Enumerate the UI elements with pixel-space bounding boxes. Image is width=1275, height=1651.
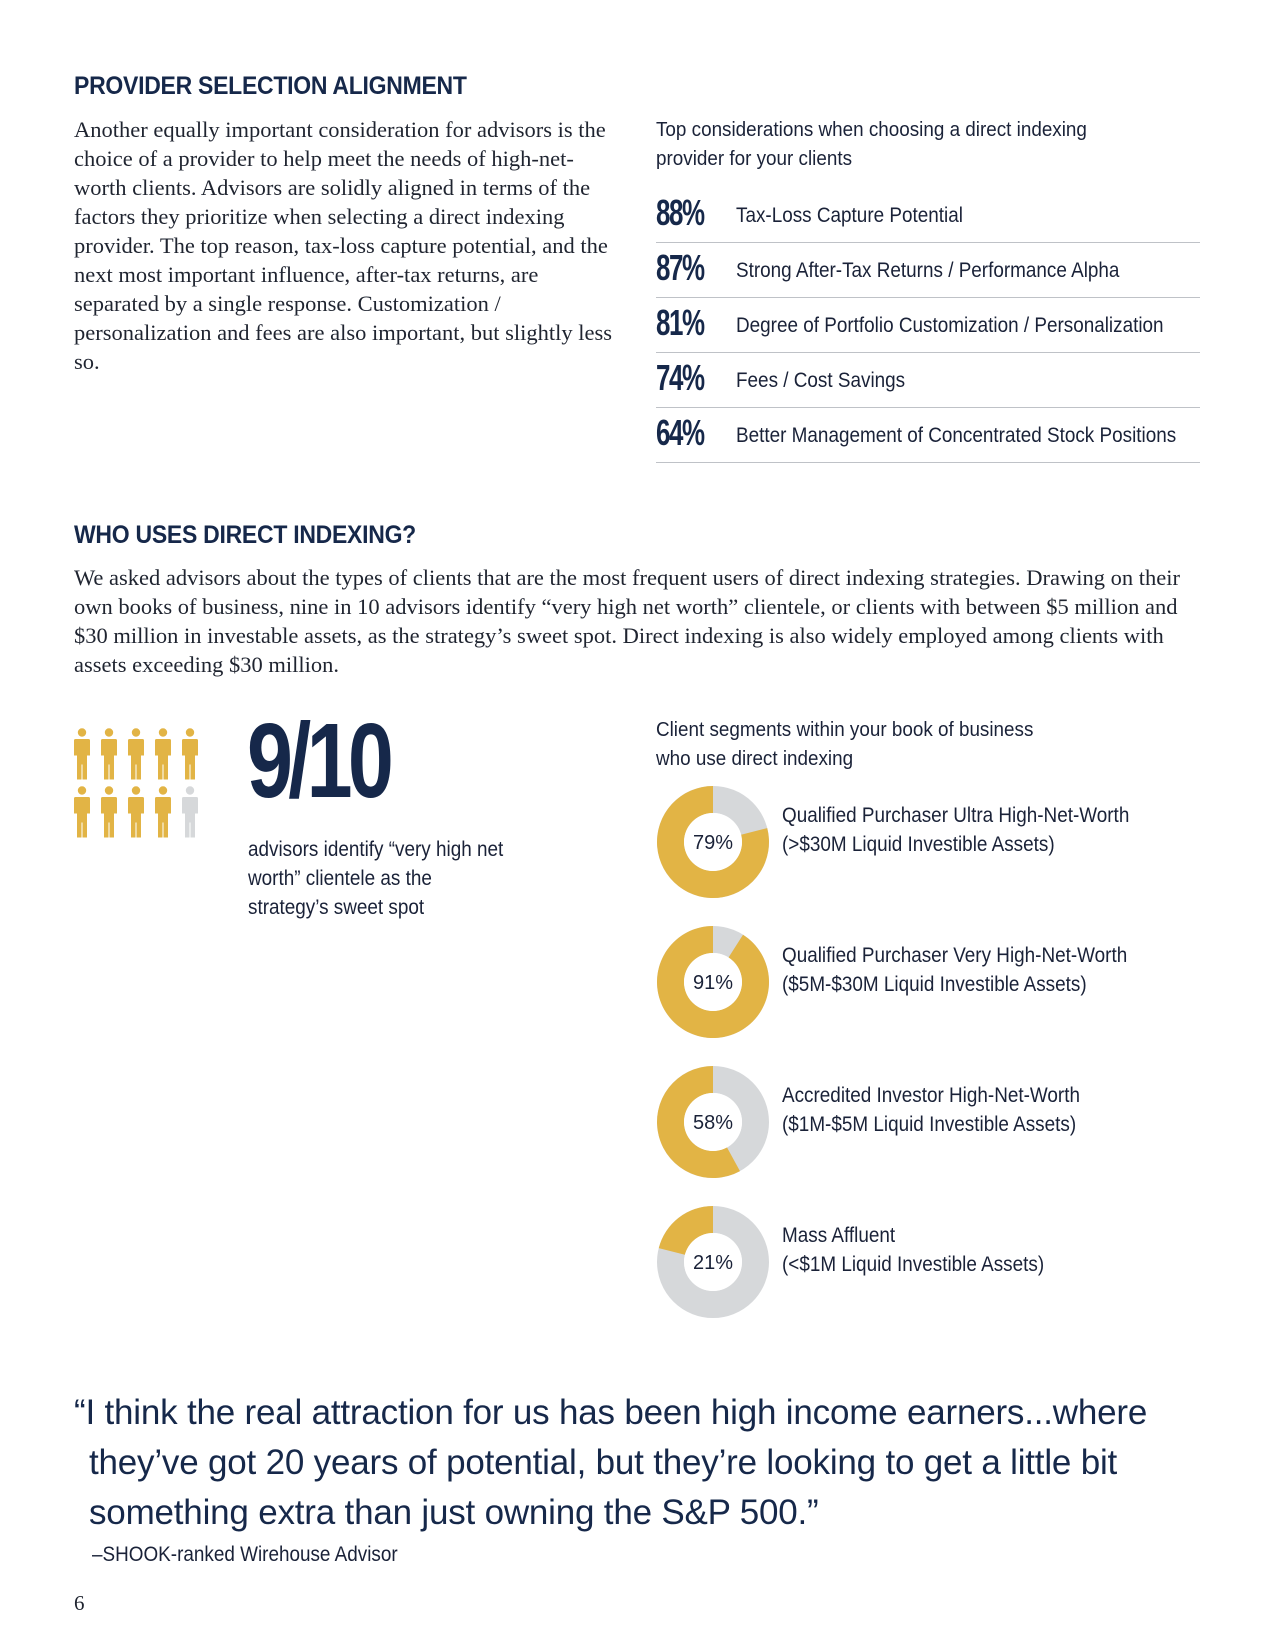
person-icon — [74, 728, 90, 780]
stat-caption: advisors identify “very high net worth” clientele as the strategy’s sweet spot — [248, 838, 504, 919]
provider-section-body: Another equally important consideration for advisors is the choice of a provider to help meet the needs of high-net-worth clients. Advisors are solidly aligned in terms of the factors they prioritize when selecting a direct indexing provider. The top reason, tax-loss capture potential, and the next most important influence, after-tax returns, are separated by a single response. Customization / personalization and fees are also important, but slightly less so. — [74, 117, 612, 374]
person-icon — [155, 786, 171, 838]
considerations-value: 88% — [656, 192, 704, 233]
donut-chart — [654, 1063, 772, 1181]
segment-name: Qualified Purchaser Ultra High-Net-Worth — [782, 804, 1130, 827]
donut-segment-label — [782, 1081, 1080, 1139]
donut-value-label: 79% — [692, 832, 734, 854]
considerations-value: 64% — [656, 412, 704, 453]
segment-name: Mass Affluent — [782, 1224, 896, 1247]
donut-caption-line: Client segments within your book of business — [656, 718, 1034, 741]
person-icon — [155, 728, 171, 780]
segment-range: (<$1M Liquid Investible Assets) — [782, 1253, 1045, 1276]
considerations-chart — [656, 188, 1200, 463]
pull-quote — [74, 1388, 1214, 1538]
considerations-row — [656, 298, 1200, 353]
donut-value-label: 91% — [692, 972, 734, 994]
considerations-label: Better Management of Concentrated Stock Positions — [736, 424, 1177, 447]
segment-name: Accredited Investor High-Net-Worth — [782, 1084, 1080, 1107]
person-icon — [182, 786, 198, 838]
page-number: 6 — [74, 1591, 85, 1615]
considerations-row — [656, 353, 1200, 408]
considerations-value: 74% — [656, 357, 704, 398]
considerations-row — [656, 188, 1200, 243]
segment-range: ($1M-$5M Liquid Investible Assets) — [782, 1113, 1077, 1136]
provider-section-heading: PROVIDER SELECTION ALIGNMENT — [74, 72, 467, 100]
quote-line: something extra than just owning the S&P 500.” — [89, 1493, 819, 1532]
quote-line: they’ve got 20 years of potential, but they’re looking to get a little bit — [89, 1443, 1118, 1482]
donut-segment-label — [782, 1221, 1044, 1279]
donut-value-label: 21% — [692, 1252, 734, 1274]
considerations-value: 87% — [656, 247, 704, 288]
donut-chart-row — [654, 783, 1214, 901]
person-icon — [101, 786, 117, 838]
stat-fraction: 9/10 — [247, 702, 390, 820]
donut-caption-line: who use direct indexing — [656, 747, 854, 770]
considerations-value: 81% — [656, 302, 704, 343]
segment-range: (>$30M Liquid Investible Assets) — [782, 833, 1055, 856]
considerations-row — [656, 408, 1200, 463]
considerations-label: Degree of Portfolio Customization / Personalization — [736, 314, 1164, 337]
donut-segment-label — [782, 941, 1127, 999]
donut-chart-row — [654, 1063, 1214, 1181]
donut-chart — [654, 1203, 772, 1321]
considerations-row — [656, 243, 1200, 298]
person-icon — [182, 728, 198, 780]
donut-chart — [654, 923, 772, 1041]
person-icon — [74, 786, 90, 838]
quote-attribution: –SHOOK-ranked Wirehouse Advisor — [92, 1543, 398, 1566]
person-icon — [101, 728, 117, 780]
person-icon — [128, 728, 144, 780]
segment-range: ($5M-$30M Liquid Investible Assets) — [782, 973, 1087, 996]
donut-chart-caption — [656, 715, 1134, 773]
segment-name: Qualified Purchaser Very High-Net-Worth — [782, 944, 1128, 967]
who-section-heading: WHO USES DIRECT INDEXING? — [74, 521, 416, 549]
donut-chart-row — [654, 1203, 1214, 1321]
person-icon — [128, 786, 144, 838]
donut-chart-row — [654, 923, 1214, 1041]
donut-chart — [654, 783, 772, 901]
considerations-label: Strong After-Tax Returns / Performance Alpha — [736, 259, 1120, 282]
quote-line: “I think the real attraction for us has been high income earners...where — [74, 1393, 1148, 1432]
who-section-body: We asked advisors about the types of clients that are the most frequent users of direct indexing strategies. Drawing on their own books of business, nine in 10 advisors identify “very high net worth” clientele, or clients with between $5 million and $30 million in investable assets, as the strategy’s sweet spot. Direct indexing is also widely employed among clients with assets exceeding $30 million. — [74, 565, 1180, 677]
considerations-label: Tax-Loss Capture Potential — [736, 204, 963, 227]
considerations-label: Fees / Cost Savings — [736, 369, 906, 392]
donut-value-label: 58% — [692, 1112, 734, 1134]
considerations-chart-caption: Top considerations when choosing a direct indexing provider for your clients — [656, 118, 1087, 170]
donut-segment-label — [782, 801, 1129, 859]
